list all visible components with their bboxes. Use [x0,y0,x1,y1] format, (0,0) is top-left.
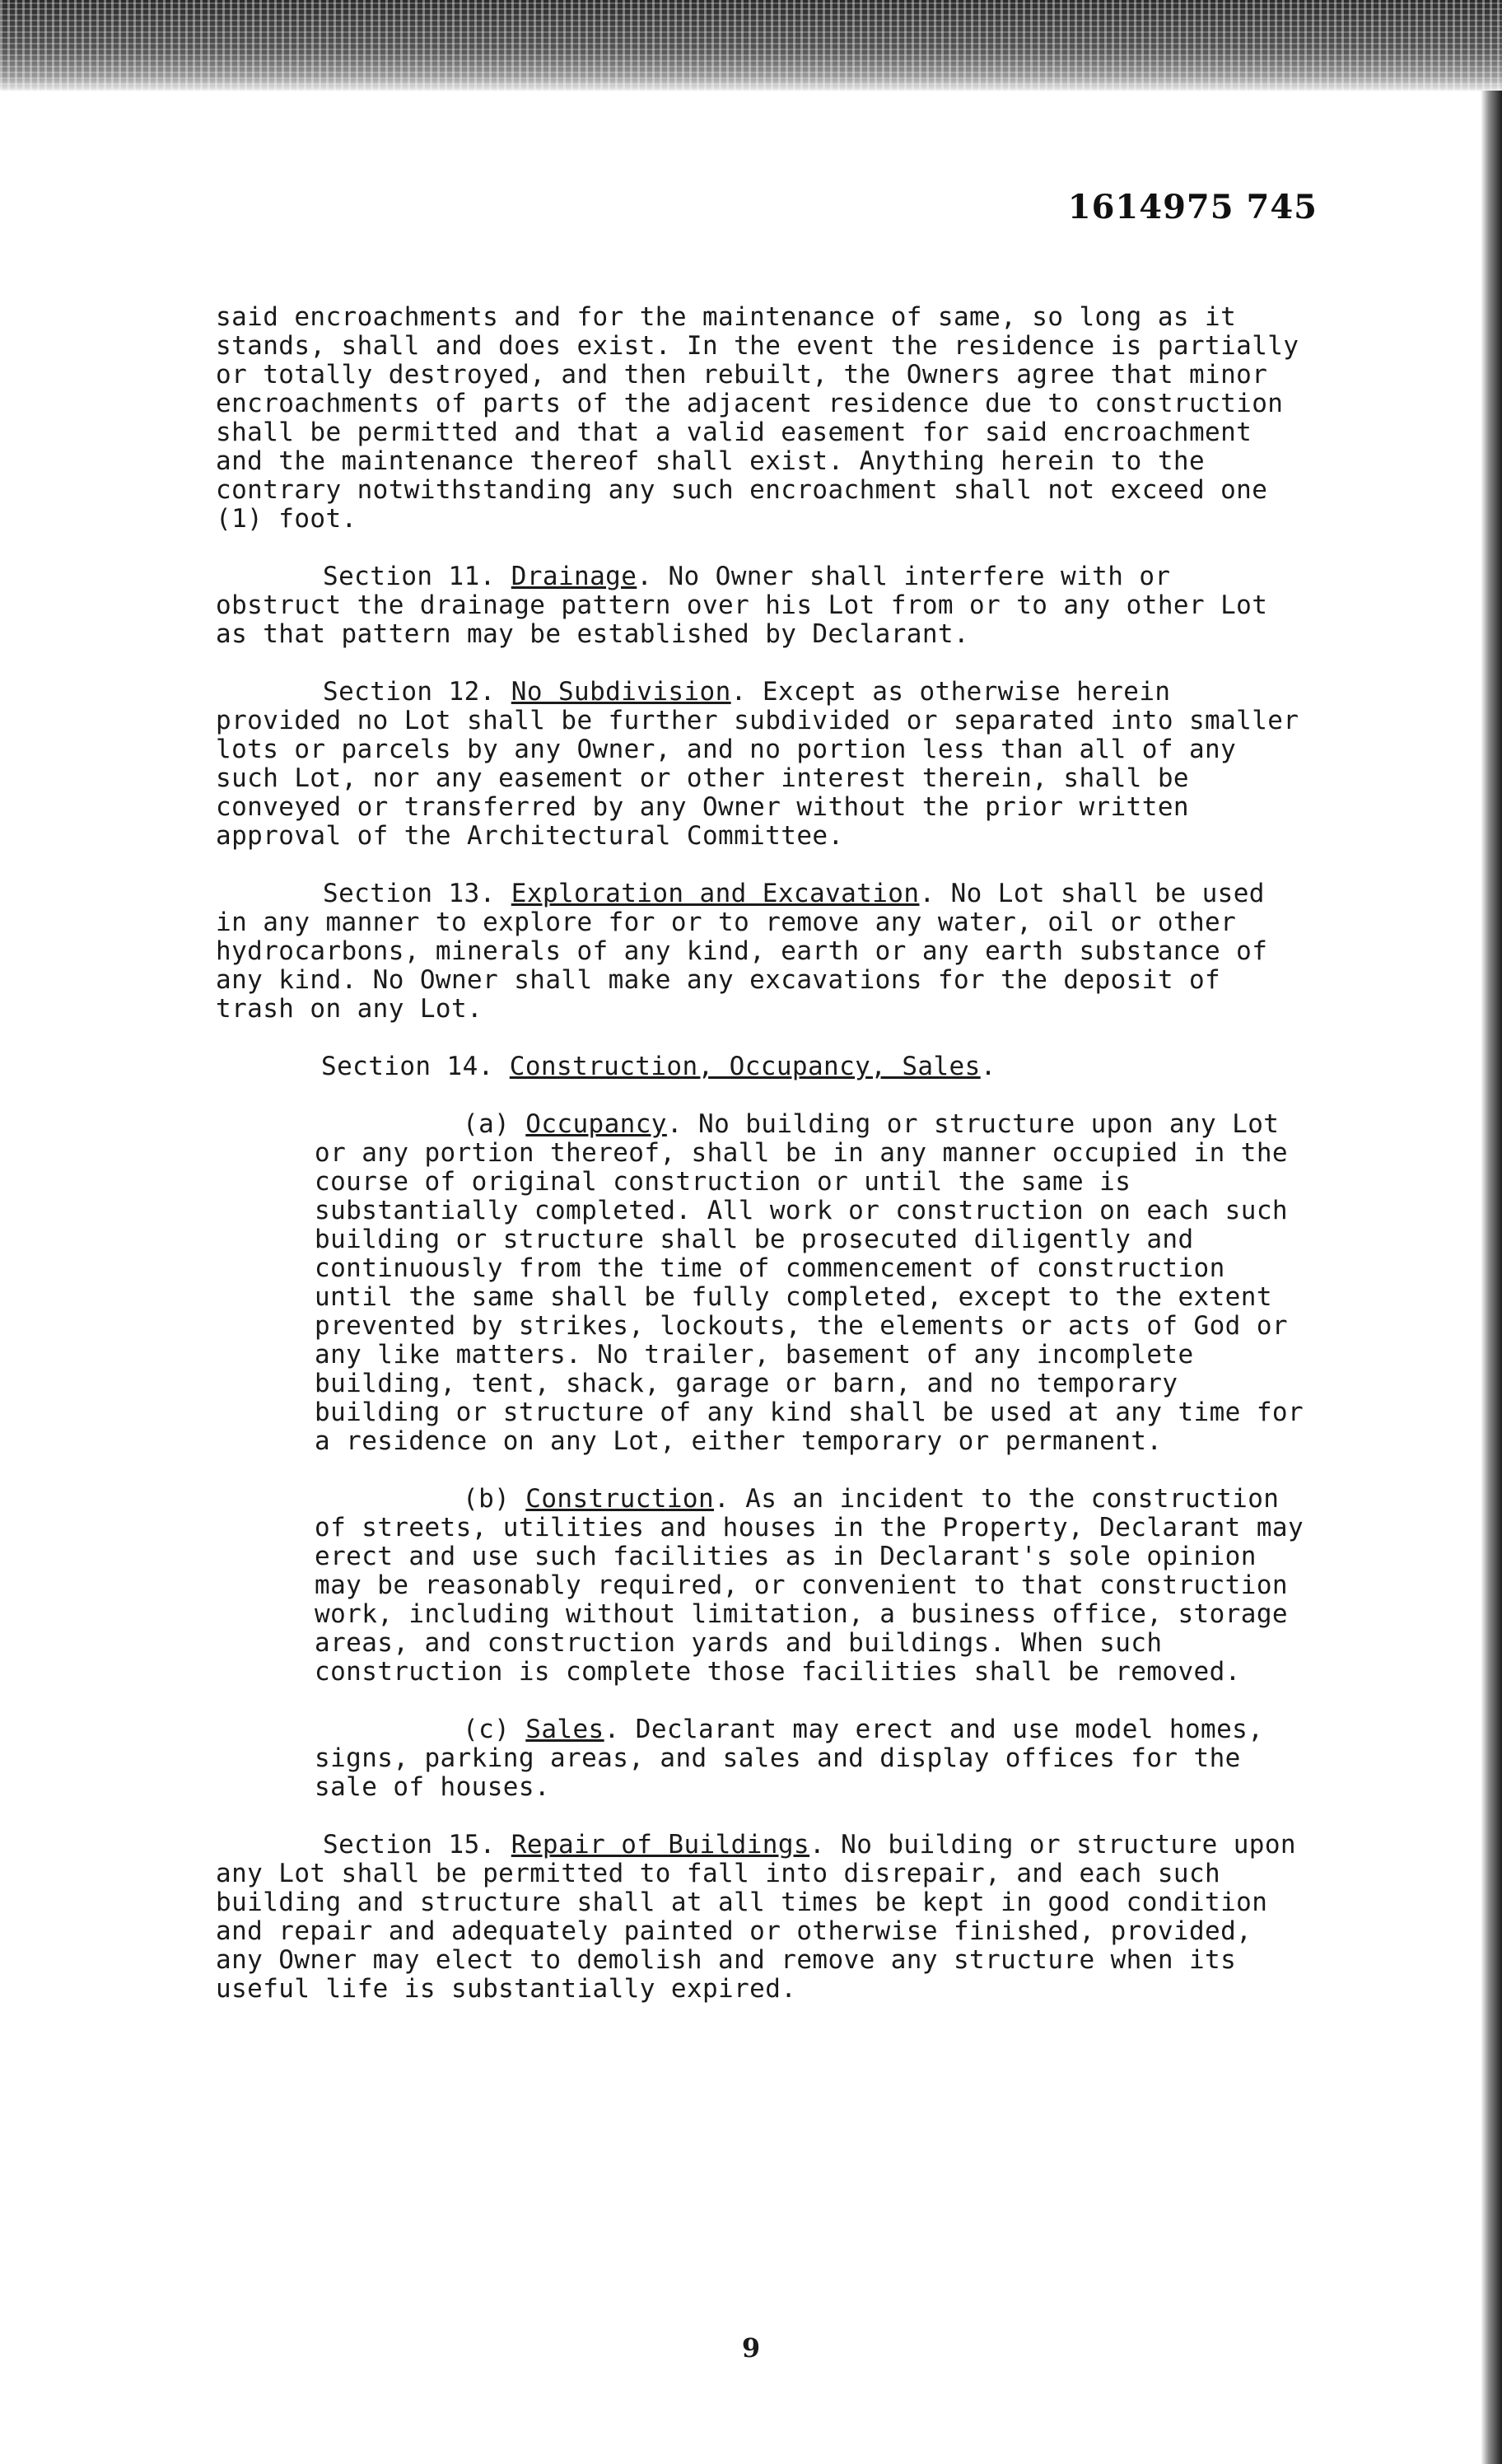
document-body [216,303,1311,2032]
section-13-number: Section 13. [323,879,496,908]
section-14: Section 14. Construction, Occupancy, Sales. [321,1052,996,1081]
section-11-text: No Owner shall interfere with or obstruct the drainage pattern over his Lot from or to any other Lot as that pattern may be established by Declarant. [216,562,1268,649]
section-14-c: (c) Sales. Declarant may erect and use model homes, signs, parking areas, and sales and display offices for the sale of houses. [315,1715,1264,1802]
section-12: Section 12. No Subdivision. Except as otherwise herein provided no Lot shall be further subdivided or separated into smaller lots or parcels by any Owner, and no portion less than all of any such Lot, nor any easement or other interest therein, shall be conveyed or transferred by any Owner without the prior written approval of the Architectural Committee. [216,677,1299,851]
section-14-c-text: Declarant may erect and use model homes, signs, parking areas, and sales and display offices for the sale of houses. [315,1715,1264,1802]
section-15-heading: Repair of Buildings [511,1830,809,1860]
section-14-a-heading: Occupancy [525,1109,667,1139]
section-14-c-label: (c) [463,1715,511,1744]
section-14-b-heading: Construction [525,1484,715,1514]
section-14-a: (a) Occupancy. No building or structure upon any Lot or any portion thereof, shall be in any manner occupied in the course of original construction or until the same is substantially completed. All work or construction on each such building or structure shall be prosecuted diligently and continuously from the time of commencement of construction until the same shall be fully completed, except to the extent prevented by strikes, lockouts, the elements or acts of God or any like matters. No trailer, basement of any incomplete building, tent, shack, garage or barn, and no temporary building or structure of any kind shall be used at any time for a residence on any Lot, either temporary or permanent. [315,1109,1304,1456]
section-14-a-text: No building or structure upon any Lot or any portion thereof, shall be in any manner occupied in the course of original construction or until the same is substantially completed. All work or construction on each such building or structure shall be prosecuted diligently and continuously from the time of commencement of construction until the same shall be fully completed, except to the extent prevented by strikes, lockouts, the elements or acts of God or any like matters. No trailer, basement of any incomplete building, tent, shack, garage or barn, and no temporary building or structure of any kind shall be used at any time for a residence on any Lot, either temporary or permanent. [315,1109,1304,1456]
section-12-text: Except as otherwise herein provided no Lot shall be further subdivided or separated into smaller lots or parcels by any Owner, and no portion less than all of any such Lot, nor any easement or other interest therein, shall be conveyed or transferred by any Owner without the prior written approval of the Architectural Committee. [216,677,1299,851]
page-number: 9 [741,2332,761,2364]
section-13-text: No Lot shall be used in any manner to explore for or to remove any water, oil or other hydrocarbons, minerals of any kind, earth or any earth substance of any kind. No Owner shall make any excavations for the deposit of trash on any Lot. [216,879,1268,1024]
section-15: Section 15. Repair of Buildings. No building or structure upon any Lot shall be permitted to fall into disrepair, and each such building and structure shall at all times be kept in good condition and repair and adequately painted or otherwise finished, provided, any Owner may elect to demolish and remove any structure when its useful life is substantially expired. [216,1830,1296,2004]
section-13: Section 13. Exploration and Excavation. No Lot shall be used in any manner to explore for or to remove any water, oil or other hydrocarbons, minerals of any kind, earth or any earth substance of any kind. No Owner shall make any excavations for the deposit of trash on any Lot. [216,879,1268,1024]
document-number: 1614975 745 [1067,188,1318,226]
section-11-number: Section 11. [323,562,496,591]
section-14-b-label: (b) [463,1484,511,1514]
section-11: Section 11. Drainage. No Owner shall interfere with or obstruct the drainage pattern over his Lot from or to any other Lot as that pattern may be established by Declarant. [216,562,1268,649]
section-12-number: Section 12. [323,677,496,707]
section-14-heading: Construction, Occupancy, Sales [509,1052,981,1081]
section-11-heading: Drainage [511,562,637,591]
section-14-a-label: (a) [463,1109,511,1139]
section-14-c-heading: Sales [525,1715,604,1744]
section-15-number: Section 15. [323,1830,496,1860]
section-14-b-text: As an incident to the construction of streets, utilities and houses in the Property, Declarant may erect and use such facilities as in Declarant's sole opinion may be reasonably required, or convenient to that construction work, including without limitation, a business office, storage areas, and construction yards and buildings. When such construction is complete those facilities shall be removed. [315,1484,1304,1687]
section-14-number: Section 14. [321,1052,494,1081]
scan-top-edge [0,0,1502,91]
section-13-heading: Exploration and Excavation [511,879,920,908]
section-14-b: (b) Construction. As an incident to the construction of streets, utilities and houses in the Property, Declarant may erect and use such facilities as in Declarant's sole opinion may be reasonably required, or convenient to that construction work, including without limitation, a business office, storage areas, and construction yards and buildings. When such construction is complete those facilities shall be removed. [315,1484,1304,1687]
scan-right-edge [1481,91,1502,2464]
section-12-heading: No Subdivision [511,677,731,707]
continuation-paragraph: said encroachments and for the maintenance of same, so long as it stands, shall and does exist. In the event the residence is partially or totally destroyed, and then rebuilt, the Owners agree that minor encroachments of parts of the adjacent residence due to construction shall be permitted and that a valid easement for said encroachment and the maintenance thereof shall exist. Anything herein to the contrary notwithstanding any such encroachment shall not exceed one (1) foot. [216,302,1299,534]
section-15-text: No building or structure upon any Lot shall be permitted to fall into disrepair, and each such building and structure shall at all times be kept in good condition and repair and adequately painted or otherwise finished, provided, any Owner may elect to demolish and remove any structure when its useful life is substantially expired. [216,1830,1296,2004]
